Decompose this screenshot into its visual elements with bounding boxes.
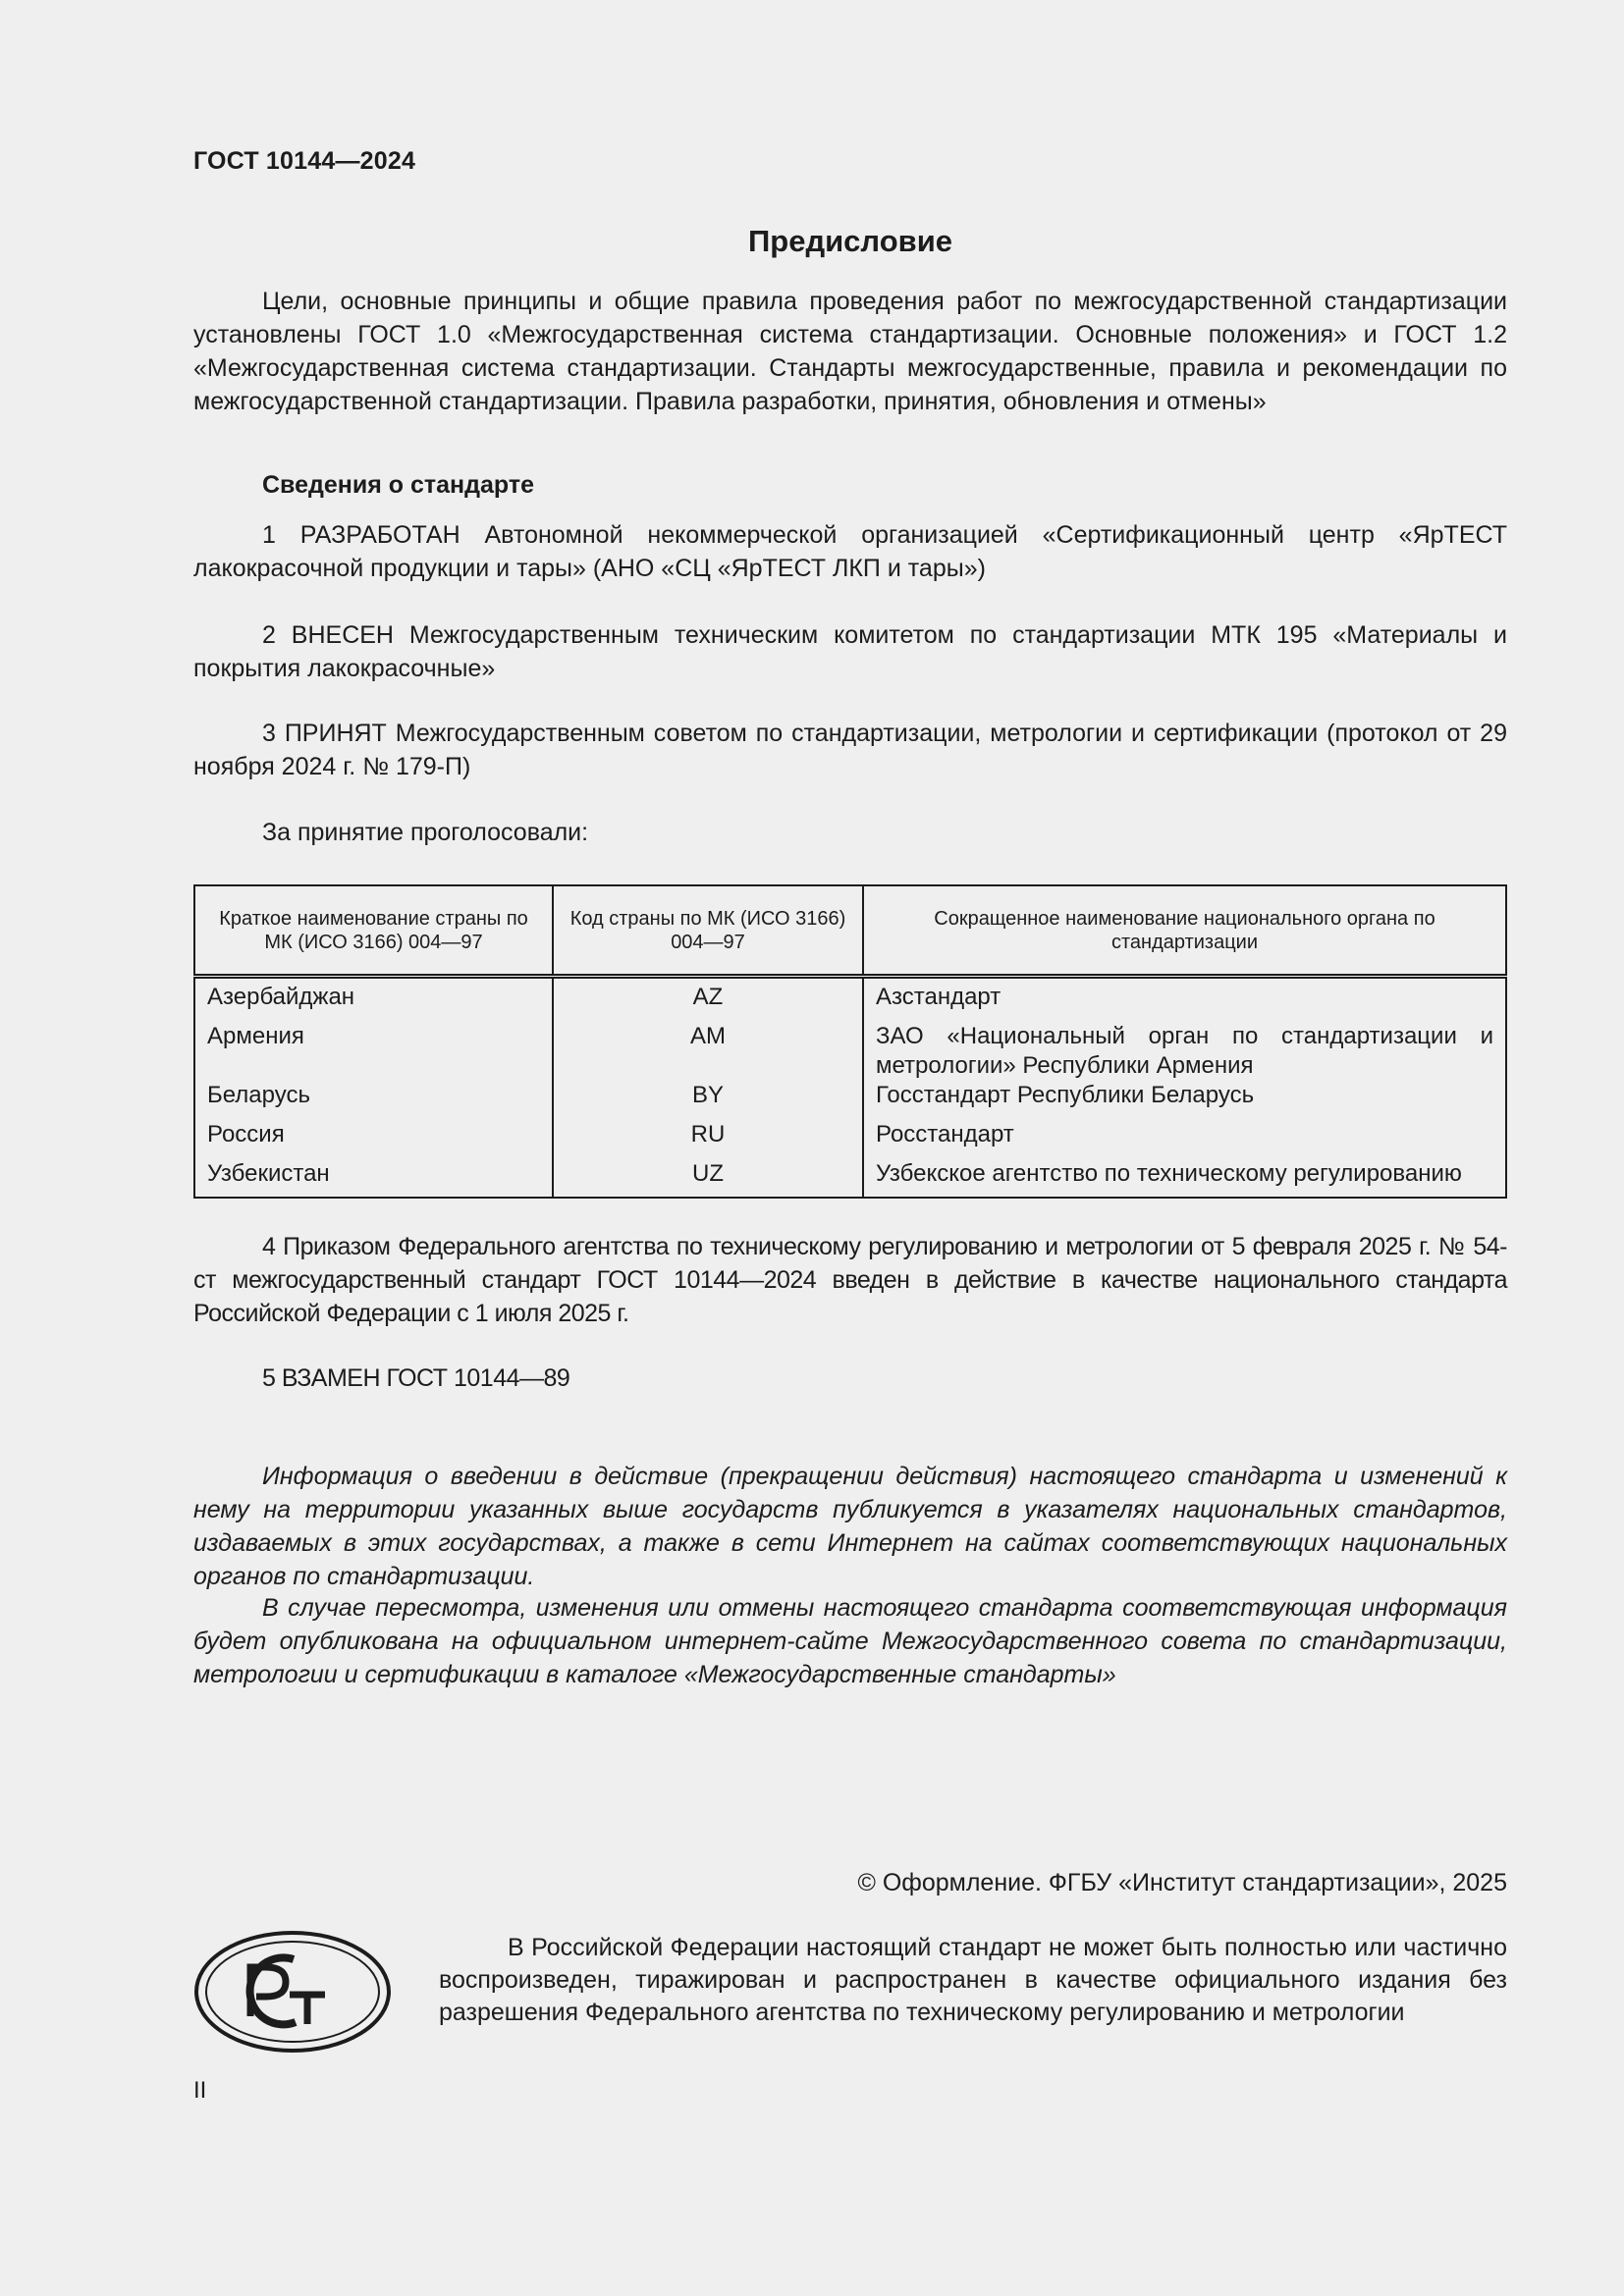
country-code-cell: AZ [553,977,863,1023]
table-row [194,1022,1506,1081]
page-number: II [193,2077,207,2104]
country-code-cell: RU [553,1120,863,1159]
country-cell: Беларусь [194,1081,553,1120]
country-code-cell: BY [553,1081,863,1120]
country-code-cell: UZ [553,1159,863,1198]
section-subheading: Сведения о стандарте [262,471,535,499]
vote-intro-text: За принятие проголосовали: [262,819,589,846]
intro-paragraph: Цели, основные принципы и общие правила проведения работ по межгосударственной стандартизации установлены ГОСТ 1.0 «Межгосударственная система стандартизации. Основные положения» и ГОСТ 1.2 «Межгосударственная система стандартизации. Стандарты межгосударственные, правила и рекомендации по межгосударственной стандартизации. Правила разработки, принятия, обновления и отмены» [193,288,1507,415]
document-code-header: ГОСТ 10144—2024 [193,147,416,175]
table-row [194,977,1506,1023]
table-header-row [194,885,1506,977]
table-row [194,1159,1506,1198]
country-cell: Россия [194,1120,553,1159]
info-paragraph-publication: Информация о введении в действие (прекращении действия) настоящего стандарта и изменений к нему на территории указанных выше государств публикуется в указателях национальных стандартов, издаваемых в этих государствах, а также в сети Интернет на сайтах соответствующих национальных органов по стандартизации. [193,1463,1507,1590]
agency-cell: ЗАО «Национальный орган по стандартизации и метрологии» Республики Армения [863,1022,1506,1081]
table-row [194,1120,1506,1159]
item-4-enacted: 4 Приказом Федерального агентства по техническому регулированию и метрологии от 5 февраля 2025 г. № 54-ст межгосударственный стандарт ГОСТ 10144—2024 введен в действие в качестве национального стандарта Российской Федерации с 1 июля 2025 г. [193,1233,1507,1327]
page-title: Предисловие [747,224,952,258]
copyright-line: © Оформление. ФГБУ «Институт стандартизации», 2025 [857,1869,1507,1896]
table-row [194,1081,1506,1120]
info-paragraph-revision: В случае пересмотра, изменения или отмены настоящего стандарта соответствующая информация будет опубликована на официальном интернет-сайте Межгосударственного совета по стандартизации, метрологии и сертификации в каталоге «Межгосударственные стандарты» [193,1594,1507,1688]
country-cell: Узбекистан [194,1159,553,1198]
country-cell: Армения [194,1022,553,1081]
rst-certification-logo-icon [193,1930,392,2054]
column-header-code: Код страны по МК (ИСО 3166) 004—97 [553,885,863,977]
item-1-developed: 1 РАЗРАБОТАН Автономной некоммерческой организацией «Сертификационный центр «ЯрТЕСТ лакокрасочной продукции и тары» (АНО «СЦ «ЯрТЕСТ ЛКП и тары») [193,521,1507,582]
column-header-agency: Сокращенное наименование национального органа по стандартизации [863,885,1506,977]
agency-cell: Узбекское агентство по техническому регулированию [863,1159,1506,1198]
column-header-country: Краткое наименование страны по МК (ИСО 3166) 004—97 [194,885,553,977]
voting-countries-table [193,884,1507,1199]
agency-cell: Госстандарт Республики Беларусь [863,1081,1506,1120]
item-3-adopted: 3 ПРИНЯТ Межгосударственным советом по стандартизации, метрологии и сертификации (протокол от 29 ноября 2024 г. № 179-П) [193,720,1507,780]
agency-cell: Росстандарт [863,1120,1506,1159]
agency-cell: Азстандарт [863,977,1506,1023]
country-code-cell: AM [553,1022,863,1081]
country-cell: Азербайджан [194,977,553,1023]
reproduction-notice: В Российской Федерации настоящий стандарт не может быть полностью или частично воспроизведен, тиражирован и распространен в качестве официального издания без разрешения Федерального агентства по техническому регулированию и метрологии [439,1934,1507,2026]
item-5-replaces: 5 ВЗАМЕН ГОСТ 10144—89 [262,1364,570,1392]
item-2-submitted: 2 ВНЕСЕН Межгосударственным техническим комитетом по стандартизации МТК 195 «Материалы и покрытия лакокрасочные» [193,621,1507,682]
